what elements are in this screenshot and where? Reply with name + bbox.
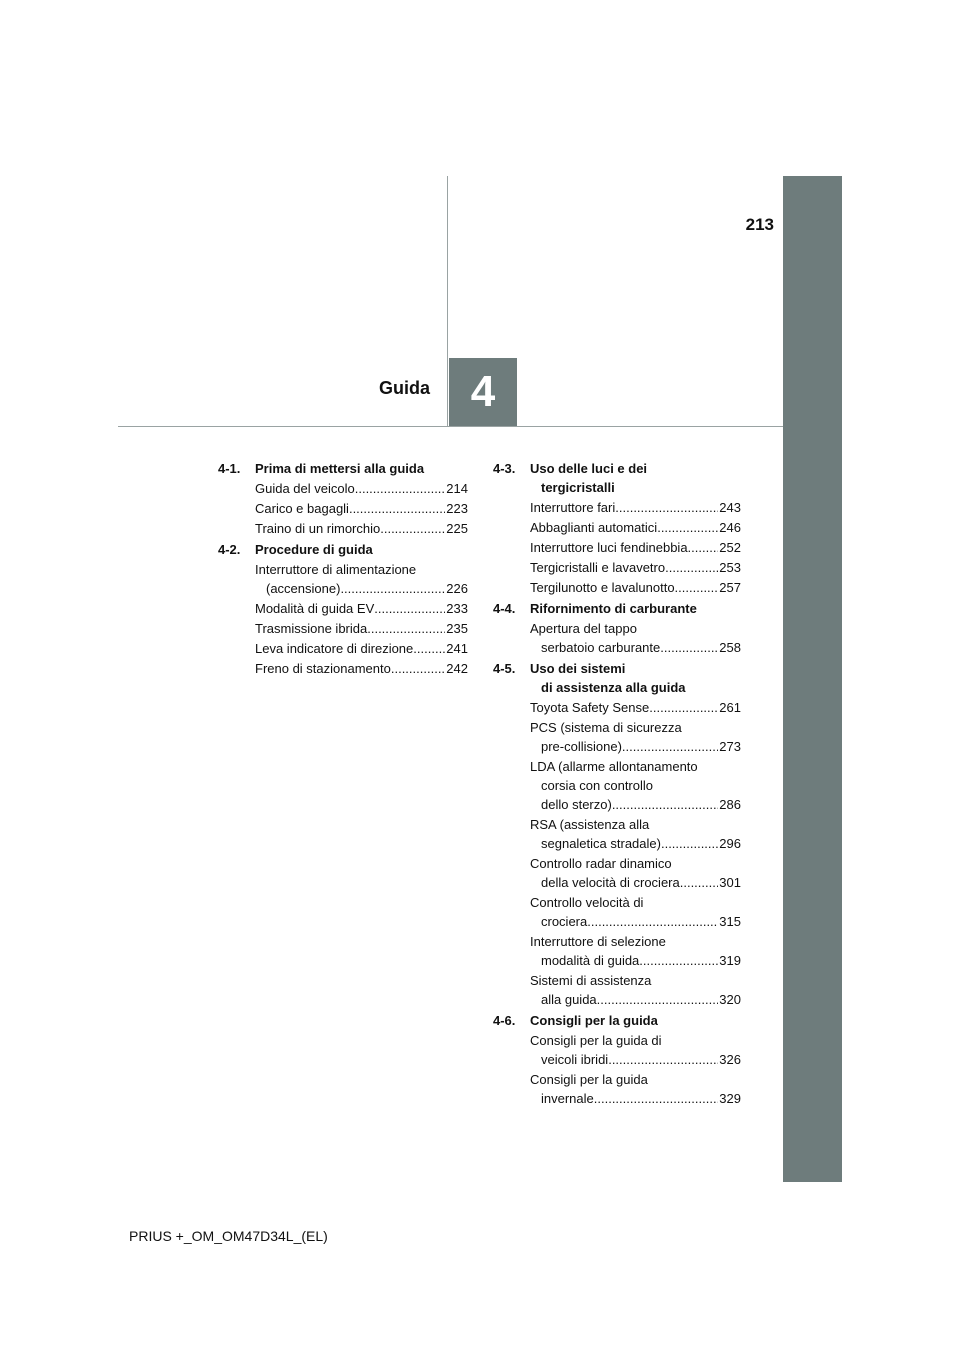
toc-entry-line: [530, 698, 741, 717]
toc-entry-line: [530, 971, 741, 990]
chapter-number-box: [449, 358, 517, 426]
toc-entry-line: [530, 815, 741, 834]
toc-entry-line: [530, 873, 741, 892]
toc-entry-line: [530, 578, 741, 597]
toc-entry[interactable]: [255, 599, 468, 618]
toc-entry[interactable]: [530, 698, 741, 717]
toc-entry[interactable]: [530, 971, 741, 1009]
toc-entry-line: [530, 854, 741, 873]
toc-section: [493, 459, 741, 597]
toc-entry-line: [530, 538, 741, 557]
toc-entry-text: Controllo velocità di: [530, 895, 644, 910]
toc-section: [493, 659, 741, 1009]
toc-entry[interactable]: [530, 498, 741, 517]
toc-entry-line: [255, 639, 468, 658]
toc-entry-page: 261: [719, 700, 741, 715]
toc-leader-dots: [612, 795, 718, 814]
toc-entry-page: 252: [719, 540, 741, 555]
toc-section-title-line: Rifornimento di carburante: [530, 601, 697, 616]
toc-entry[interactable]: [255, 639, 468, 658]
toc-section-title-line: Prima di mettersi alla guida: [255, 461, 425, 476]
toc-section-header: [493, 1011, 741, 1030]
toc-leader-dots: [660, 638, 718, 657]
toc-entry-text: LDA (allarme allontanamento: [530, 759, 698, 774]
toc-entry-line: [530, 619, 741, 638]
toc-entry-page: 257: [719, 580, 741, 595]
toc-entry[interactable]: [530, 893, 741, 931]
toc-entry-line: [530, 1031, 741, 1050]
toc-entry[interactable]: [530, 1070, 741, 1108]
toc-leader-dots: [367, 619, 445, 638]
toc-section-header: [493, 599, 741, 618]
toc-entry-page: 286: [719, 797, 741, 812]
toc-entry-page: 319: [719, 953, 741, 968]
toc-entry-line: [530, 638, 741, 657]
toc-section-title: [530, 659, 741, 697]
toc-entry[interactable]: [255, 619, 468, 638]
toc-entry-text: PCS (sistema di sicurezza: [530, 720, 682, 735]
toc-leader-dots: [680, 873, 719, 892]
toc-entry-page: 225: [446, 521, 468, 536]
toc-section: [218, 459, 468, 538]
toc-section-title-line: tergicristalli: [541, 480, 615, 495]
toc-entry[interactable]: [530, 757, 741, 814]
toc-entry-line: [530, 498, 741, 517]
toc-entry-line: [530, 757, 741, 776]
toc-entry-text: Trasmissione ibrida: [255, 621, 368, 636]
toc-entry-text: modalità di guida: [541, 953, 640, 968]
toc-entry-line: [255, 619, 468, 638]
toc-leader-dots: [649, 698, 718, 717]
toc-entry[interactable]: [530, 932, 741, 970]
toc-leader-dots: [374, 599, 445, 618]
toc-column-left: [218, 459, 468, 680]
toc-entry-line: [255, 560, 468, 579]
toc-entry[interactable]: [530, 578, 741, 597]
toc-section-title: [530, 459, 741, 497]
toc-leader-dots: [594, 1089, 719, 1108]
toc-section-title-line: Consigli per la guida: [530, 1013, 658, 1028]
toc-entry-line: [530, 518, 741, 537]
toc-entry-text: Abbaglianti automatici: [530, 520, 658, 535]
toc-leader-dots: [340, 579, 445, 598]
toc-entry-line: [255, 479, 468, 498]
toc-entry-text: Guida del veicolo: [255, 481, 355, 496]
toc-section-title-line: Uso delle luci e dei: [530, 461, 648, 476]
toc-entry-line: [255, 519, 468, 538]
toc-entry-text: Interruttore di selezione: [530, 934, 666, 949]
toc-column-right: [493, 459, 741, 1110]
toc-entry-line: [530, 718, 741, 737]
toc-entry-text: Traino di un rimorchio: [255, 521, 381, 536]
toc-entry-text: Interruttore luci fendinebbia: [530, 540, 688, 555]
toc-entry-page: 258: [719, 640, 741, 655]
toc-entry-line: [530, 990, 741, 1009]
toc-entry-page: 315: [719, 914, 741, 929]
toc-leader-dots: [391, 659, 445, 678]
toc-leader-dots: [657, 518, 718, 537]
toc-section-title: [255, 459, 468, 478]
toc-entry-text: Carico e bagagli: [255, 501, 349, 516]
chapter-side-tab: [783, 176, 842, 1182]
toc-entry[interactable]: [530, 1031, 741, 1069]
toc-entry-text: Controllo radar dinamico: [530, 856, 672, 871]
toc-section-header: [218, 459, 468, 478]
toc-entry-text: Tergicristalli e lavavetro: [530, 560, 666, 575]
toc-entry-page: 326: [719, 1052, 741, 1067]
toc-entry-text: Modalità di guida EV: [255, 601, 375, 616]
toc-leader-dots: [622, 737, 718, 756]
chapter-title: Guida: [378, 378, 430, 398]
toc-entry-text: corsia con controllo: [541, 778, 653, 793]
footer-model-code: PRIUS +_OM_OM47D34L_(EL): [129, 1228, 328, 1244]
toc-entry-text: segnaletica stradale): [541, 836, 661, 851]
toc-entry[interactable]: [530, 518, 741, 537]
toc-entry[interactable]: [255, 519, 468, 538]
toc-entry-page: 273: [719, 739, 741, 754]
toc-leader-dots: [587, 912, 718, 931]
toc-entry[interactable]: [530, 854, 741, 892]
toc-entry-page: 246: [719, 520, 741, 535]
toc-leader-dots: [413, 639, 445, 658]
toc-entry-text: dello sterzo): [541, 797, 612, 812]
toc-section-number: 4-2.: [218, 542, 241, 557]
toc-entry-page: 320: [719, 992, 741, 1007]
toc-entry-text: Tergilunotto e lavalunotto: [530, 580, 675, 595]
toc-entry-line: [255, 499, 468, 518]
toc-leader-dots: [608, 1050, 718, 1069]
toc-entry-page: 235: [446, 621, 468, 636]
header-vertical-rule: [447, 176, 448, 426]
toc-entry[interactable]: [255, 479, 468, 498]
toc-section: [493, 599, 741, 657]
toc-entry-page: 243: [719, 500, 741, 515]
toc-entry-text: Interruttore di alimentazione: [255, 562, 417, 577]
toc-entry-page: 233: [446, 601, 468, 616]
toc-section-title-line: Uso dei sistemi: [530, 661, 626, 676]
toc-entry-line: [530, 893, 741, 912]
toc-section-number: 4-4.: [493, 601, 516, 616]
toc-section-number: 4-1.: [218, 461, 241, 476]
toc-entry-line: [530, 795, 741, 814]
toc-entry-page: 253: [719, 560, 741, 575]
toc-entry-text: pre-collisione): [541, 739, 622, 754]
toc-entry-page: 296: [719, 836, 741, 851]
toc-entry-page: 226: [446, 581, 468, 596]
toc-entry[interactable]: [530, 815, 741, 853]
toc-section-title: [530, 1011, 741, 1030]
toc-section-title: [530, 599, 741, 618]
toc-leader-dots: [661, 834, 718, 853]
toc-entry-line: [530, 932, 741, 951]
toc-entry-line: [530, 776, 741, 795]
toc-section: [493, 1011, 741, 1108]
toc-leader-dots: [355, 479, 446, 498]
toc-entry[interactable]: [255, 659, 468, 678]
toc-entry-line: [255, 599, 468, 618]
toc-entry-text: Toyota Safety Sense: [530, 700, 650, 715]
header-horizontal-rule: [118, 426, 783, 427]
toc-entry-text: veicoli ibridi: [541, 1052, 609, 1067]
toc-entry-text: alla guida: [541, 992, 597, 1007]
toc-entry-line: [530, 1050, 741, 1069]
toc-entry-text: (accensione): [266, 581, 341, 596]
toc-entry[interactable]: [530, 619, 741, 657]
toc-section-title-line: di assistenza alla guida: [541, 680, 686, 695]
toc-section-number: 4-3.: [493, 461, 516, 476]
toc-leader-dots: [688, 538, 719, 557]
toc-leader-dots: [639, 951, 718, 970]
toc-section-header: [493, 659, 741, 697]
toc-entry-line: [255, 659, 468, 678]
toc-entry-line: [530, 558, 741, 577]
toc-entry-line: [530, 951, 741, 970]
toc-entry-text: Consigli per la guida di: [530, 1033, 662, 1048]
chapter-number: 4: [470, 367, 496, 416]
toc-section: [218, 540, 468, 678]
toc-entry[interactable]: [530, 558, 741, 577]
toc-entry-page: 301: [719, 875, 741, 890]
toc-entry-text: Sistemi di assistenza: [530, 973, 652, 988]
toc-section-number: 4-6.: [493, 1013, 516, 1028]
toc-entry[interactable]: [530, 538, 741, 557]
toc-entry-text: RSA (assistenza alla: [530, 817, 650, 832]
toc-entry-page: 242: [446, 661, 468, 676]
toc-leader-dots: [380, 519, 445, 538]
page-number: 213: [745, 215, 774, 234]
toc-entry-line: [530, 737, 741, 756]
toc-entry-line: [530, 834, 741, 853]
toc-section-title-line: Procedure di guida: [255, 542, 373, 557]
toc-entry-text: Interruttore fari: [530, 500, 616, 515]
toc-section-header: [493, 459, 741, 497]
toc-entry[interactable]: [255, 499, 468, 518]
toc-entry-text: Apertura del tappo: [530, 621, 637, 636]
toc-entry[interactable]: [255, 560, 468, 598]
toc-section-title: [255, 540, 468, 559]
toc-entry-text: crociera: [541, 914, 588, 929]
toc-entry-line: [530, 1070, 741, 1089]
toc-leader-dots: [349, 499, 445, 518]
toc-entry-text: invernale: [541, 1091, 594, 1106]
toc-entry-line: [530, 912, 741, 931]
toc-entry-text: Leva indicatore di direzione: [255, 641, 414, 656]
toc-section-number: 4-5.: [493, 661, 516, 676]
toc-leader-dots: [615, 498, 718, 517]
toc-entry-page: 223: [446, 501, 468, 516]
toc-leader-dots: [665, 558, 718, 577]
toc-leader-dots: [675, 578, 719, 597]
toc-entry[interactable]: [530, 718, 741, 756]
toc-entry-line: [255, 579, 468, 598]
toc-entry-line: [530, 1089, 741, 1108]
toc-entry-text: Freno di stazionamento: [255, 661, 391, 676]
toc-entry-text: della velocità di crociera: [541, 875, 680, 890]
toc-entry-page: 329: [719, 1091, 741, 1106]
toc-section-header: [218, 540, 468, 559]
toc-entry-text: serbatoio carburante: [541, 640, 661, 655]
toc-entry-page: 241: [446, 641, 468, 656]
toc-leader-dots: [597, 990, 719, 1009]
toc-entry-text: Consigli per la guida: [530, 1072, 648, 1087]
toc-entry-page: 214: [446, 481, 468, 496]
